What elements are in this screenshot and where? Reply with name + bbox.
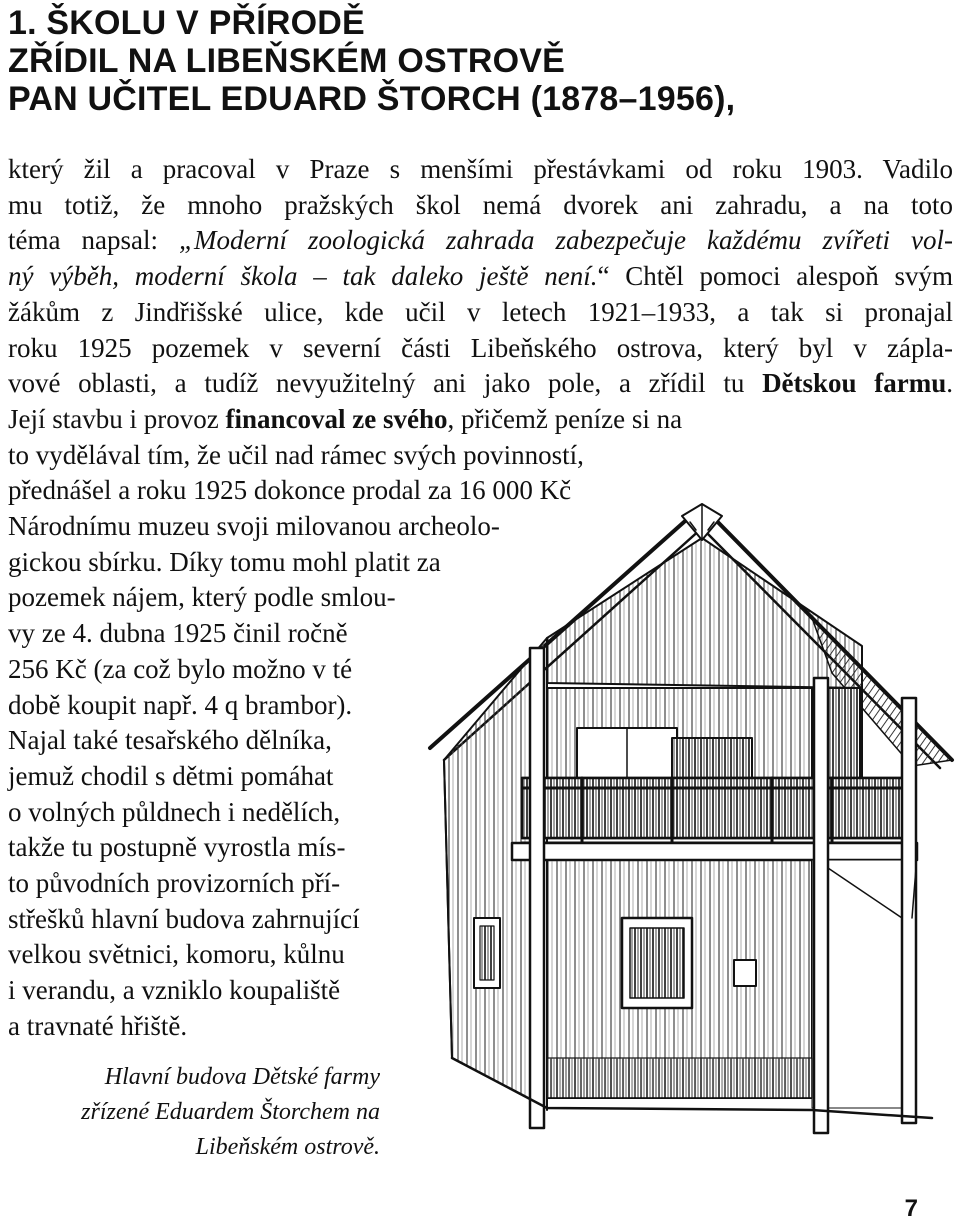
heading-line-3: PAN UČITEL EDUARD ŠTORCH (1878–1956),	[8, 80, 736, 118]
body-line-24: i verandu, a vzniklo koupaliště	[8, 975, 341, 1006]
body-line-23: velkou světnici, komoru, kůlnu	[8, 939, 345, 970]
body-line-3	[8, 223, 953, 259]
body-text-segment: .	[946, 368, 954, 399]
bold-term-financoval: financoval ze svého	[225, 403, 448, 434]
caption-line-1: Hlavní budova Dětské farmy	[104, 1064, 380, 1090]
body-line-9: to vydělával tím, že učil nad rámec svých povinností,	[8, 439, 584, 470]
body-line-1: který žil a pracoval v Praze s menšími přestávkami od roku 1903. Vadilo	[8, 154, 953, 184]
body-line-12: gickou sbírku. Díky tomu mohl platit za	[8, 546, 441, 577]
body-text-segment: Její stavbu i provoz	[8, 403, 226, 434]
caption-line-2: zřízené Eduardem Štorchem na	[81, 1099, 380, 1125]
house-illustration	[412, 498, 960, 1186]
body-line-17: Najal také tesařského dělníka,	[8, 725, 332, 756]
body-text-segment: vové oblasti, a tudíž nevyužitelný ani jako pole, a zřídil tu	[8, 368, 763, 399]
body-line-11: Národnímu muzeu svoji milovanou archeolo-	[8, 511, 500, 542]
heading-line-1: 1. ŠKOLU V PŘÍRODĚ	[8, 4, 365, 42]
body-line-10: přednášel a roku 1925 dokonce prodal za 16 000 Kč	[8, 475, 572, 506]
body-line-21: to původních provizorních pří-	[8, 868, 341, 899]
body-line-15: 256 Kč (za což bylo možno v té	[8, 653, 353, 684]
quote-text-end: ný výběh, moderní škola – tak daleko ještě není.	[8, 261, 598, 292]
bold-term-detska-farma: Dětskou farmu	[762, 368, 947, 399]
body-text-segment: téma napsal:	[8, 225, 179, 256]
body-line-22: střešků hlavní budova zahrnující	[8, 903, 360, 934]
body-line-4	[8, 259, 953, 295]
chapter-heading	[8, 4, 948, 118]
caption-line-3: Libeňském ostrově.	[195, 1134, 380, 1160]
body-line-5: žákům z Jindřišské ulice, kde učil v letech 1921–1933, a tak si pronajal	[8, 296, 953, 327]
image-caption	[30, 1060, 380, 1165]
heading-line-2: ZŘÍDIL NA LIBEŇSKÉM OSTROVĚ	[8, 42, 565, 80]
body-line-8	[8, 402, 953, 438]
body-line-18: jemuž chodil s dětmi pomáhat	[8, 760, 334, 791]
quote-text: „Moderní zoologická zahrada zabezpečuje každému zvířeti vol-	[179, 225, 953, 256]
body-line-6: roku 1925 pozemek v severní části Libeňského ostrova, který byl v zápla-	[8, 332, 953, 363]
body-line-7	[8, 366, 953, 402]
body-line-25: a travnaté hřiště.	[8, 1010, 188, 1041]
body-line-13: pozemek nájem, který podle smlou-	[8, 582, 396, 613]
body-line-2: mu totiž, že mnoho pražských škol nemá dvorek ani zahradu, a na toto	[8, 189, 953, 220]
page-number: 7	[904, 1195, 918, 1222]
body-text-segment: “ Chtěl pomoci alespoň svým	[597, 261, 954, 292]
body-line-20: takže tu postupně vyrostla mís-	[8, 832, 346, 863]
body-text-segment: , přičemž peníze si na	[447, 403, 683, 434]
body-line-16: době koupit např. 4 q brambor).	[8, 689, 353, 720]
body-line-19: o volných půldnech i nedělích,	[8, 796, 341, 827]
body-line-14: vy ze 4. dubna 1925 činil ročně	[8, 618, 348, 649]
